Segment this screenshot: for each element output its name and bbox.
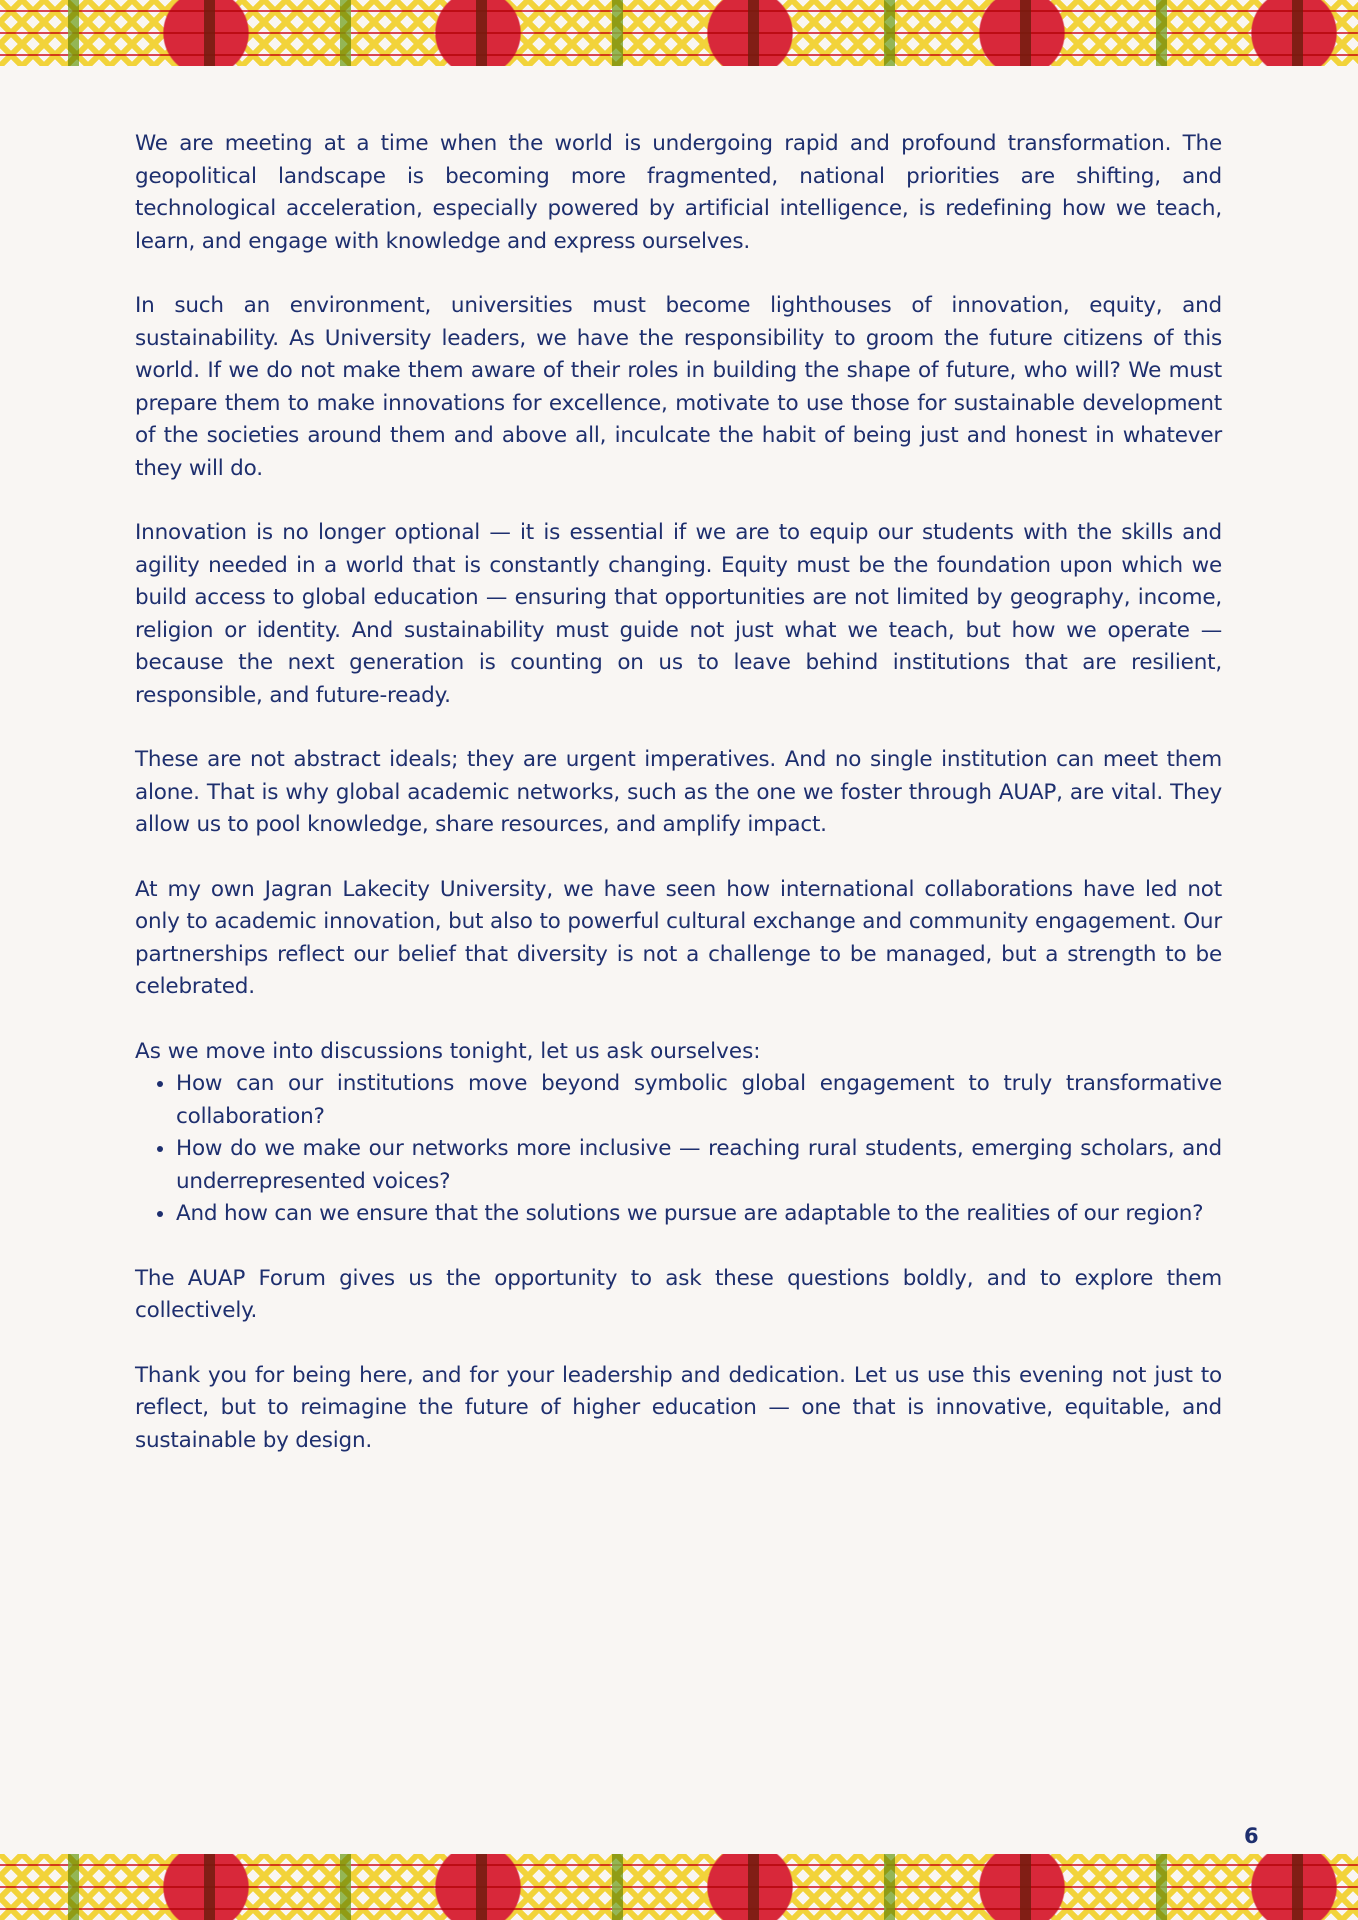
questions-list <box>135 1068 1222 1231</box>
paragraph: At my own Jagran Lakecity University, we have seen how international collaborations have led not only to academic innovation, but also to powerful cultural exchange and community engagement. Our partnerships reflect our belief that diversity is not a challenge to be managed, but a strength to be celebrated. <box>135 876 1222 999</box>
speech-body <box>135 128 1222 1489</box>
questions-intro: As we move into discussions tonight, let us ask ourselves: <box>135 1038 761 1064</box>
decorative-bottom-border <box>0 1854 1358 1920</box>
paragraph: Innovation is no longer optional — it is essential if we are to equip our students with the skills and agility needed in a world that is constantly changing. Equity must be the foundation upon which we build access to global education — ensuring that opportunities are not limited by geography, income, religion or identity. And sustainability must guide not just what we teach, but how we operate — because the next generation is counting on us to leave behind institutions that are resilient, responsible, and future-ready. <box>135 520 1222 708</box>
list-item: • How can our institutions move beyond symbolic global engagement to truly transformative collaboration? <box>176 1068 1222 1133</box>
paragraph: We are meeting at a time when the world is undergoing rapid and profound transformation. The geopolitical landscape is becoming more fragmented, national priorities are shifting, and technological acceleration, especially powered by artificial intelligence, is redefining how we teach, learn, and engage with knowledge and express ourselves. <box>135 131 1222 254</box>
list-item: • How do we make our networks more inclusive — reaching rural students, emerging scholars, and underrepresented voices? <box>176 1133 1222 1198</box>
paragraph: Thank you for being here, and for your leadership and dedication. Let us use this evening not just to reflect, but to reimagine the future of higher education — one that is innovative, equitable, and sustainable by design. <box>135 1362 1222 1453</box>
decorative-top-border <box>0 0 1358 66</box>
paragraph: These are not abstract ideals; they are urgent imperatives. And no single institution can meet them alone. That is why global academic networks, such as the one we foster through AUAP, are vital. They allow us to pool knowledge, share resources, and amplify impact. <box>135 747 1222 837</box>
list-item: • And how can we ensure that the solutions we pursue are adaptable to the realities of our region? <box>176 1198 1222 1231</box>
paragraph: In such an environment, universities must become lighthouses of innovation, equity, and sustainability. As University leaders, we have the responsibility to groom the future citizens of this world. If we do not make them aware of their roles in building the shape of future, who will? We must prepare them to make innovations for excellence, motivate to use those for sustainable development of the societies around them and above all, inculcate the habit of being just and honest in whatever they will do. <box>135 293 1222 481</box>
page-number: 6 <box>1244 1824 1259 1848</box>
paragraph: The AUAP Forum gives us the opportunity to ask these questions boldly, and to explore them collectively. <box>135 1265 1222 1323</box>
